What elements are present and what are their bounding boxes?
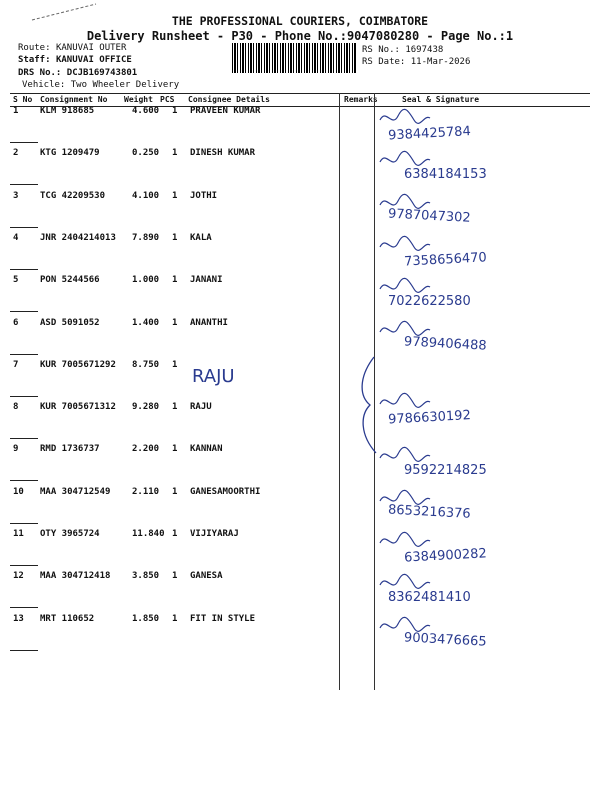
rs-date: RS Date: 11-Mar-2026 (362, 57, 471, 67)
row-weight: 1.400 (132, 317, 160, 328)
row-sno: 10 (13, 486, 24, 497)
row-weight: 1.000 (132, 275, 160, 286)
signature-12 (374, 571, 584, 611)
row-underline (10, 650, 38, 651)
row-weight: 11.840 (132, 529, 165, 539)
row-underline (10, 227, 38, 228)
signature-phone-number: 9789406488 (403, 333, 487, 354)
row-consignee: RAJU (190, 402, 212, 413)
route-label: Route: (18, 43, 51, 53)
signature-phone-number: 6384900282 (403, 546, 488, 566)
row-pcs: 1 (172, 359, 178, 370)
row-underline (10, 565, 38, 566)
signature-8 (374, 390, 584, 430)
route-line (18, 43, 126, 53)
drs-label: DRS No.: (18, 68, 62, 78)
row-pcs: 1 (172, 106, 178, 116)
signature-scribble (380, 236, 430, 250)
row-sno: 12 (13, 571, 24, 582)
signature-scribble (380, 617, 430, 631)
row-pcs: 1 (172, 613, 178, 624)
row-weight: 3.850 (132, 571, 160, 582)
row-sno: 11 (13, 529, 24, 539)
signature-phone-number: 8653216376 (387, 502, 472, 522)
row-weight: 2.110 (132, 486, 160, 497)
company-title: THE PROFESSIONAL COURIERS, COIMBATORE (171, 14, 429, 28)
corner-mark (30, 0, 100, 22)
row-consignee: PRAVEEN KUMAR (190, 106, 261, 116)
row-consignment: OTY 3965724 (40, 529, 100, 539)
row-consignment: JNR 2404214013 (40, 232, 116, 243)
signature-scribble (380, 532, 430, 546)
row-sno: 5 (13, 275, 19, 286)
row-sno: 8 (13, 402, 19, 413)
signature-phone-number: 9786630192 (387, 408, 472, 428)
staff-line (18, 55, 132, 65)
col-consignment: Consignment No (40, 95, 108, 104)
col-consignee: Consignee Details (188, 95, 270, 104)
row-pcs: 1 (172, 529, 178, 539)
row-consignee: JANANI (190, 275, 223, 286)
drs-line (18, 68, 137, 78)
signature-phone-number: 6384184153 (404, 167, 487, 183)
staff-label: Staff: (18, 55, 51, 65)
row-consignee: ANANTHI (190, 317, 228, 328)
row-consignee: KALA (190, 232, 212, 243)
signature-scribble (380, 152, 430, 166)
row-consignment: KLM 918685 (40, 106, 95, 116)
row-underline (10, 438, 38, 439)
signature-phone-number: 9592214825 (404, 463, 487, 479)
row-consignee: GANESAMOORTHI (190, 486, 261, 497)
drs-value: DCJB169743801 (66, 68, 138, 78)
signature-13 (374, 614, 584, 654)
staff-value: KANUVAI OFFICE (55, 55, 132, 65)
signature-phone-number: 7022622580 (388, 294, 471, 310)
row-sno: 6 (13, 317, 19, 328)
row-pcs: 1 (172, 402, 178, 413)
signature-9 (374, 444, 584, 484)
row-pcs: 1 (172, 317, 178, 328)
signature-phone-number: 7358656470 (403, 250, 488, 270)
signature-3 (374, 191, 584, 231)
row-weight: 4.100 (132, 190, 160, 201)
signature-5 (374, 275, 584, 315)
row-consignment: MRT 110652 (40, 613, 95, 624)
signature-phone-number: 8362481410 (388, 590, 471, 606)
row-underline (10, 269, 38, 270)
signature-4 (374, 233, 584, 273)
col-weight: Weight (124, 95, 153, 104)
signature-phone-number: 9787047302 (387, 206, 472, 226)
row-weight: 2.200 (132, 444, 160, 455)
row-underline (10, 142, 38, 143)
row-underline (10, 184, 38, 185)
row-sno: 13 (13, 613, 24, 624)
signature-scribble (380, 448, 430, 462)
row-underline (10, 354, 38, 355)
row-pcs: 1 (172, 190, 178, 201)
row-consignment: RMD 1736737 (40, 444, 100, 455)
route-value: KANUVAI OUTER (55, 43, 127, 53)
row-underline (10, 396, 38, 397)
row-pcs: 1 (172, 444, 178, 455)
col-sno: S No (13, 95, 33, 104)
handwritten-name (190, 362, 260, 386)
row-consignee: GANESA (190, 571, 223, 582)
signature-scribble (380, 321, 430, 335)
row-consignee: VIJIYARAJ (190, 529, 239, 539)
signature-10 (374, 487, 584, 527)
table-header (10, 93, 590, 107)
signature-2 (374, 148, 584, 188)
row-consignment: PON 5244566 (40, 275, 100, 286)
row-weight: 7.890 (132, 232, 160, 243)
signature-scribble (380, 109, 430, 123)
row-pcs: 1 (172, 486, 178, 497)
barcode-image (232, 43, 356, 73)
row-sno: 7 (13, 359, 19, 370)
signature-6 (374, 318, 584, 358)
signature-scribble (380, 575, 430, 589)
row-weight: 0.250 (132, 148, 160, 159)
signature-1 (374, 106, 584, 146)
row-sno: 9 (13, 444, 19, 455)
col-pcs: PCS (160, 95, 175, 104)
row-consignee: KANNAN (190, 444, 223, 455)
row-sno: 3 (13, 190, 19, 201)
row-pcs: 1 (172, 275, 178, 286)
row-consignment: KTG 1209479 (40, 148, 100, 159)
row-consignee: JOTHI (190, 190, 218, 201)
row-underline (10, 523, 38, 524)
row-pcs: 1 (172, 148, 178, 159)
row-consignment: KUR 7005671312 (40, 402, 116, 413)
signature-11 (374, 529, 584, 569)
row-weight: 8.750 (132, 359, 160, 370)
row-consignment: MAA 304712549 (40, 486, 111, 497)
row-consignment: ASD 5091052 (40, 317, 100, 328)
vehicle-line: Vehicle: Two Wheeler Delivery (22, 80, 180, 90)
handwritten-raju: RAJU (192, 366, 235, 386)
row-sno: 1 (13, 106, 19, 116)
row-sno: 2 (13, 148, 19, 159)
row-sno: 4 (13, 232, 19, 243)
rs-number: RS No.: 1697438 (362, 45, 444, 55)
bracket-mark (352, 355, 382, 455)
row-consignment: KUR 7005671292 (40, 359, 116, 370)
col-remarks: Remarks (344, 95, 378, 104)
row-weight: 9.280 (132, 402, 160, 413)
col-signature: Seal & Signature (402, 95, 480, 104)
row-weight: 1.850 (132, 613, 160, 624)
signature-phone-number: 9384425784 (387, 124, 472, 144)
signature-scribble (380, 393, 430, 407)
row-pcs: 1 (172, 571, 178, 582)
signature-scribble (380, 279, 430, 293)
signature-phone-number: 9003476665 (403, 629, 487, 650)
row-consignment: MAA 304712418 (40, 571, 111, 582)
row-underline (10, 480, 38, 481)
row-pcs: 1 (172, 232, 178, 243)
row-consignment: TCG 42209530 (40, 190, 106, 201)
row-weight: 4.600 (132, 106, 160, 116)
row-underline (10, 311, 38, 312)
row-consignee: FIT IN STYLE (190, 613, 256, 624)
runsheet-heading: Delivery Runsheet - P30 - Phone No.:9047080280 - Page No.:1 (86, 29, 514, 43)
row-consignee: DINESH KUMAR (190, 148, 256, 159)
row-underline (10, 607, 38, 608)
